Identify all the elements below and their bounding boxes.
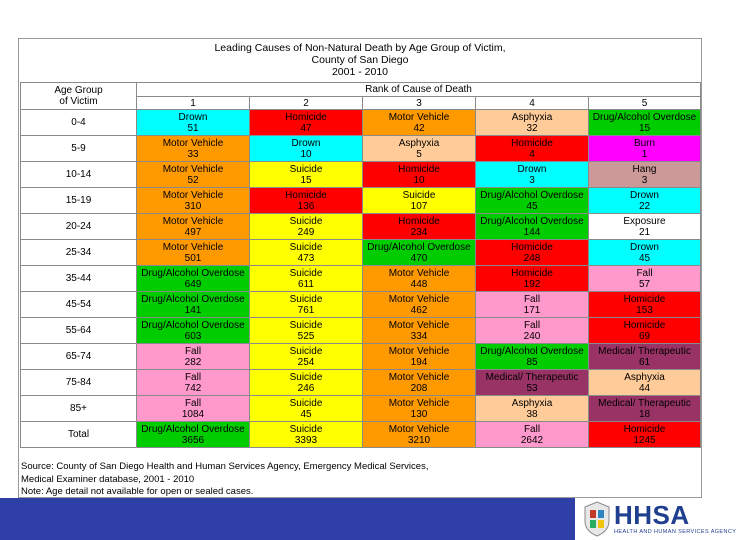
death-count: 611: [298, 278, 314, 290]
cause-name: Motor Vehicle: [388, 423, 450, 435]
death-count: 47: [300, 122, 312, 134]
cause-name: Asphyxia: [398, 137, 440, 149]
cause-name: Fall: [184, 371, 202, 383]
death-count: 171: [523, 304, 541, 316]
age-group-cell: 35-44: [21, 266, 137, 292]
cause-name: Suicide: [289, 293, 323, 305]
cause-cell: [137, 162, 250, 188]
death-count: 473: [297, 252, 315, 264]
death-count: 649: [184, 278, 202, 290]
table-row: [21, 318, 701, 344]
age-group-cell: 5-9: [21, 136, 137, 162]
death-count: 1245: [633, 434, 656, 446]
cause-cell: [476, 396, 589, 422]
cause-cell: [250, 396, 363, 422]
cause-name: Motor Vehicle: [162, 241, 224, 253]
death-count: 501: [184, 252, 202, 264]
cause-cell: [137, 266, 250, 292]
death-count: 53: [526, 382, 538, 394]
table-row: [21, 292, 701, 318]
cause-cell: [250, 240, 363, 266]
cause-name: Suicide: [289, 371, 323, 383]
cause-cell: [363, 370, 476, 396]
cause-name: Exposure: [623, 215, 666, 227]
source-line1: Source: County of San Diego Health and Human Services Agency, Emergency Medical Services,: [21, 461, 429, 472]
cause-name: Suicide: [289, 163, 323, 175]
table-row: [21, 240, 701, 266]
source-line2: Medical Examiner database, 2001 - 2010: [21, 474, 195, 485]
death-count: 10: [300, 148, 312, 160]
death-count: 246: [297, 382, 315, 394]
age-group-cell: 45-54: [21, 292, 137, 318]
table-row: [21, 136, 701, 162]
rank-2-header: 2: [250, 97, 363, 110]
death-count: 22: [638, 200, 651, 212]
cause-cell: [476, 136, 589, 162]
cause-name: Motor Vehicle: [388, 345, 450, 357]
death-count: 45: [300, 408, 312, 420]
cause-cell: [589, 214, 701, 240]
cause-name: Motor Vehicle: [388, 267, 450, 279]
cause-name: Medical/ Therapeutic: [598, 397, 691, 409]
cause-cell: [476, 422, 589, 448]
cause-cell: [250, 214, 363, 240]
cause-cell: [250, 318, 363, 344]
agency-emblem-icon: [582, 501, 612, 537]
death-count: 1: [641, 148, 648, 160]
death-count: 130: [410, 408, 428, 420]
cause-cell: [589, 240, 701, 266]
age-group-cell: 10-14: [21, 162, 137, 188]
cause-name: Asphyxia: [511, 111, 553, 123]
age-group-cell: Total: [21, 422, 137, 448]
age-group-header: Age Group of Victim: [21, 83, 137, 110]
cause-cell: [137, 240, 250, 266]
cause-name: Suicide: [289, 267, 323, 279]
age-group-cell: 65-74: [21, 344, 137, 370]
death-count: 742: [184, 382, 202, 394]
age-group-cell: 0-4: [21, 110, 137, 136]
cause-cell: [363, 344, 476, 370]
death-count: 192: [523, 278, 541, 290]
death-count: 21: [638, 226, 651, 238]
table-row: [21, 214, 701, 240]
age-group-cell: 55-64: [21, 318, 137, 344]
cause-cell: [476, 292, 589, 318]
cause-name: Homicide: [623, 423, 666, 435]
death-count: 61: [638, 356, 651, 368]
causes-of-death-table: [20, 82, 701, 448]
cause-cell: [137, 292, 250, 318]
cause-name: Drug/Alcohol Overdose: [480, 345, 584, 357]
death-count: 107: [410, 200, 428, 212]
death-count: 470: [410, 252, 428, 264]
cause-cell: [589, 188, 701, 214]
death-count: 45: [526, 200, 538, 212]
cause-name: Medical/ Therapeutic: [598, 345, 691, 357]
death-count: 52: [187, 174, 199, 186]
cause-cell: [589, 292, 701, 318]
age-group-cell: 75-84: [21, 370, 137, 396]
death-count: 761: [297, 304, 315, 316]
death-count: 44: [638, 382, 651, 394]
cause-name: Homicide: [623, 319, 666, 331]
cause-cell: [363, 188, 476, 214]
death-count: 3: [529, 174, 535, 186]
cause-name: Suicide: [289, 397, 323, 409]
cause-cell: [363, 266, 476, 292]
cause-cell: [476, 240, 589, 266]
cause-name: Motor Vehicle: [388, 293, 450, 305]
cause-cell: [137, 110, 250, 136]
rank-3-header: 3: [363, 97, 476, 110]
cause-cell: [589, 396, 701, 422]
age-group-cell: 15-19: [21, 188, 137, 214]
death-count: 448: [410, 278, 428, 290]
death-count: 85: [526, 356, 538, 368]
cause-name: Motor Vehicle: [388, 371, 450, 383]
cause-name: Motor Vehicle: [388, 319, 450, 331]
rank-1-header: 1: [137, 97, 250, 110]
rank-4-header: 4: [476, 97, 589, 110]
death-count: 334: [410, 330, 428, 342]
cause-cell: [137, 344, 250, 370]
cause-cell: [363, 162, 476, 188]
cause-name: Drug/Alcohol Overdose: [141, 293, 245, 305]
cause-cell: [250, 370, 363, 396]
death-count: 57: [638, 278, 651, 290]
cause-cell: [250, 344, 363, 370]
table-row: [21, 188, 701, 214]
cause-cell: [137, 396, 250, 422]
cause-name: Homicide: [398, 163, 440, 175]
cause-name: Motor Vehicle: [162, 137, 224, 149]
cause-cell: [363, 214, 476, 240]
cause-name: Homicide: [285, 189, 327, 201]
table-row: [21, 422, 701, 448]
cause-name: Motor Vehicle: [388, 397, 450, 409]
death-count: 42: [413, 122, 425, 134]
death-count: 462: [410, 304, 428, 316]
cause-name: Hang: [632, 163, 657, 175]
death-count: 3656: [181, 434, 205, 446]
cause-cell: [476, 344, 589, 370]
cause-cell: [250, 162, 363, 188]
cause-name: Suicide: [289, 423, 323, 435]
cause-cell: [363, 422, 476, 448]
cause-cell: [476, 318, 589, 344]
data-table-sheet: [18, 38, 702, 498]
death-count: 194: [410, 356, 428, 368]
cause-name: Fall: [636, 267, 653, 279]
cause-cell: [250, 188, 363, 214]
cause-cell: [476, 162, 589, 188]
death-count: 208: [410, 382, 428, 394]
cause-name: Drug/Alcohol Overdose: [141, 267, 245, 279]
cause-name: Drug/Alcohol Overdose: [480, 189, 584, 201]
rank-header: Rank of Cause of Death: [137, 83, 701, 97]
cause-name: Drug/Alcohol Overdose: [592, 111, 697, 123]
cause-name: Drown: [517, 163, 547, 175]
death-count: 136: [297, 200, 315, 212]
cause-name: Asphyxia: [511, 397, 553, 409]
death-count: 18: [638, 408, 651, 420]
cause-cell: [250, 292, 363, 318]
cause-cell: [363, 110, 476, 136]
cause-name: Drown: [630, 241, 659, 253]
death-count: 4: [529, 148, 535, 160]
age-group-cell: 25-34: [21, 240, 137, 266]
cause-name: Suicide: [289, 215, 323, 227]
death-count: 144: [523, 226, 541, 238]
cause-cell: [589, 370, 701, 396]
death-count: 33: [187, 148, 199, 160]
death-count: 249: [297, 226, 315, 238]
death-count: 141: [184, 304, 202, 316]
death-count: 15: [638, 122, 651, 134]
cause-name: Motor Vehicle: [162, 163, 224, 175]
cause-cell: [589, 136, 701, 162]
age-group-cell: 85+: [21, 396, 137, 422]
cause-cell: [250, 266, 363, 292]
death-count: 69: [638, 330, 651, 342]
cause-name: Fall: [184, 345, 202, 357]
table-row: [21, 162, 701, 188]
cause-name: Homicide: [285, 111, 327, 123]
cause-cell: [589, 422, 701, 448]
cause-cell: [363, 136, 476, 162]
cause-name: Motor Vehicle: [162, 189, 224, 201]
logo-subtitle: HEALTH AND HUMAN SERVICES AGENCY: [614, 529, 736, 535]
cause-cell: [137, 136, 250, 162]
death-count: 282: [184, 356, 202, 368]
cause-cell: [363, 292, 476, 318]
death-count: 45: [638, 252, 651, 264]
source-note: Note: Age detail not available for open or sealed cases.: [21, 486, 254, 497]
death-count: 1084: [181, 408, 205, 420]
cause-cell: [137, 370, 250, 396]
cause-cell: [250, 422, 363, 448]
death-count: 5: [416, 148, 422, 160]
table-row: [21, 344, 701, 370]
death-count: 240: [523, 330, 541, 342]
cause-name: Motor Vehicle: [162, 215, 224, 227]
death-count: 153: [636, 304, 653, 316]
age-group-cell: 20-24: [21, 214, 137, 240]
cause-cell: [589, 162, 701, 188]
table-row: [21, 370, 701, 396]
cause-cell: [589, 344, 701, 370]
cause-name: Drown: [178, 111, 208, 123]
death-count: 603: [184, 330, 202, 342]
footer-blue-bar: [0, 498, 575, 540]
cause-cell: [363, 240, 476, 266]
cause-cell: [363, 318, 476, 344]
cause-name: Drown: [291, 137, 321, 149]
death-count: 10: [413, 174, 425, 186]
cause-cell: [589, 110, 701, 136]
cause-name: Suicide: [289, 345, 323, 357]
cause-name: Suicide: [289, 241, 323, 253]
death-count: 234: [410, 226, 428, 238]
death-count: 15: [300, 174, 312, 186]
cause-cell: [476, 188, 589, 214]
cause-name: Drug/Alcohol Overdose: [141, 423, 245, 435]
death-count: 38: [526, 408, 538, 420]
cause-cell: [476, 370, 589, 396]
death-count: 497: [184, 226, 202, 238]
cause-name: Fall: [523, 319, 541, 331]
cause-name: Drug/Alcohol Overdose: [367, 241, 471, 253]
cause-cell: [363, 396, 476, 422]
rank-5-header: 5: [589, 97, 701, 110]
cause-cell: [137, 214, 250, 240]
cause-name: Drug/Alcohol Overdose: [141, 319, 245, 331]
death-count: 254: [297, 356, 315, 368]
table-row: [21, 266, 701, 292]
cause-cell: [137, 188, 250, 214]
death-count: 525: [297, 330, 315, 342]
cause-cell: [137, 422, 250, 448]
cause-name: Homicide: [398, 215, 440, 227]
death-count: 2642: [520, 434, 544, 446]
table-title-line2: County of San Diego: [311, 54, 409, 66]
death-count: 248: [523, 252, 541, 264]
logo-text: HHSA: [614, 500, 690, 530]
cause-name: Asphyxia: [624, 371, 665, 383]
cause-name: Drown: [630, 189, 659, 201]
cause-cell: [589, 266, 701, 292]
cause-name: Homicide: [511, 241, 553, 253]
cause-cell: [250, 136, 363, 162]
cause-name: Fall: [523, 293, 541, 305]
table-row: [21, 396, 701, 422]
cause-name: Fall: [184, 397, 202, 409]
cause-cell: [250, 110, 363, 136]
cause-name: Drug/Alcohol Overdose: [480, 215, 584, 227]
cause-cell: [476, 214, 589, 240]
hhsa-logo: [582, 500, 736, 538]
cause-cell: [476, 110, 589, 136]
cause-name: Suicide: [402, 189, 436, 201]
death-count: 3393: [294, 434, 318, 446]
cause-name: Homicide: [511, 267, 553, 279]
table-row: [21, 110, 701, 136]
cause-name: Suicide: [289, 319, 323, 331]
cause-name: Homicide: [511, 137, 553, 149]
cause-cell: [589, 318, 701, 344]
death-count: 310: [184, 200, 202, 212]
cause-name: Motor Vehicle: [388, 111, 450, 123]
cause-name: Homicide: [623, 293, 666, 305]
table-title-line1: Leading Causes of Non-Natural Death by Age Group of Victim,: [214, 42, 506, 54]
table-title-line3: 2001 - 2010: [331, 66, 389, 78]
cause-name: Burn: [633, 137, 656, 149]
death-count: 3: [641, 174, 648, 186]
death-count: 32: [526, 122, 538, 134]
cause-name: Fall: [523, 423, 541, 435]
death-count: 3210: [407, 434, 431, 446]
cause-cell: [137, 318, 250, 344]
cause-cell: [476, 266, 589, 292]
cause-name: Medical/ Therapeutic: [485, 371, 579, 383]
death-count: 51: [187, 122, 199, 134]
